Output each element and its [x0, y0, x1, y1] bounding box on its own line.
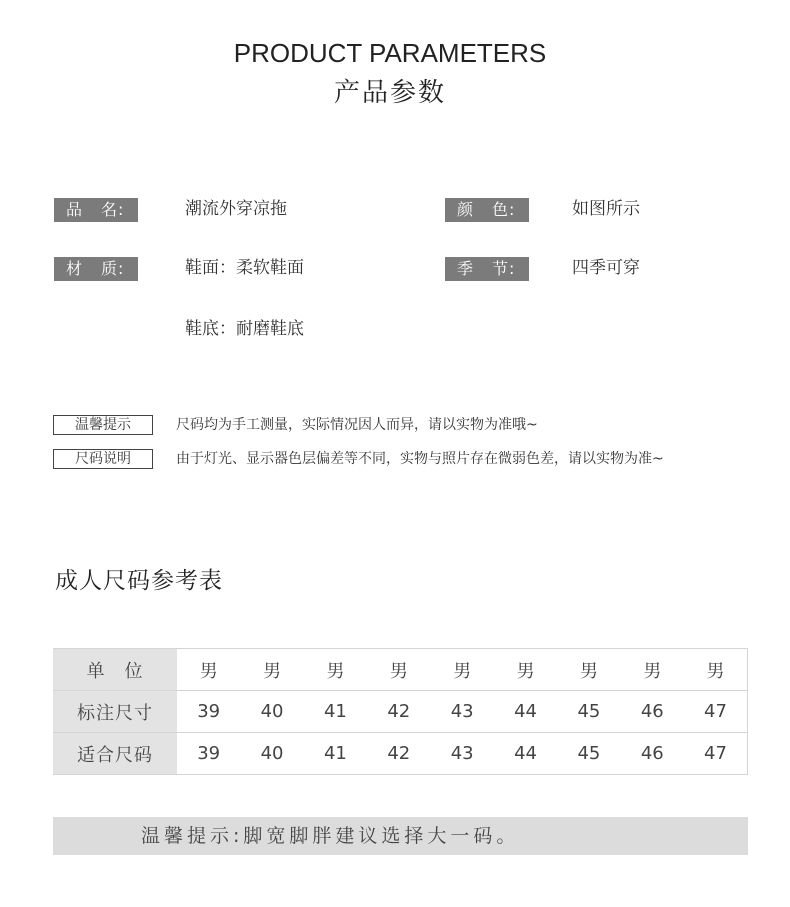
table-row: [53, 649, 748, 691]
table-cell: 44: [494, 691, 557, 733]
tip-label-size: 尺码说明: [53, 449, 153, 469]
param-label-material-b: 质:: [101, 259, 125, 278]
table-row: [53, 691, 748, 733]
table-cell: 43: [431, 691, 494, 733]
param-value-material-upper: 鞋面：柔软鞋面: [185, 258, 304, 278]
table-cell: 40: [240, 733, 303, 775]
param-label-name: [54, 198, 138, 222]
table-cell: 39: [177, 691, 240, 733]
table-cell: 39: [177, 733, 240, 775]
table-cell: 男: [684, 649, 748, 691]
page-title-en: PRODUCT PARAMETERS: [233, 38, 547, 68]
table-cell: 41: [304, 691, 367, 733]
footer-note: 温馨提示:脚宽脚胖建议选择大一码。: [53, 817, 748, 855]
param-label-name-b: 名:: [101, 200, 125, 219]
tip-text-size: 由于灯光、显示器色层偏差等不同，实物与照片存在微弱色差，请以实物为准~: [176, 451, 664, 467]
table-cell: 46: [621, 733, 684, 775]
table-cell: 45: [557, 733, 620, 775]
param-value-name: 潮流外穿凉拖: [185, 199, 287, 219]
table-row: [53, 733, 748, 775]
tip-label-warm: 温馨提示: [53, 415, 153, 435]
size-chart-table: [53, 648, 748, 775]
param-label-name-a: 品: [66, 200, 84, 219]
table-cell: 43: [431, 733, 494, 775]
table-cell: 47: [684, 691, 748, 733]
table-cell: 男: [367, 649, 430, 691]
size-chart-title: 成人尺码参考表: [55, 568, 223, 594]
param-value-season: 四季可穿: [572, 258, 640, 278]
table-cell: 男: [177, 649, 240, 691]
param-label-color: [445, 198, 529, 222]
row-header-fit-size: 适合尺码: [53, 733, 177, 775]
table-cell: 42: [367, 733, 430, 775]
table-cell: 41: [304, 733, 367, 775]
table-cell: 男: [621, 649, 684, 691]
tip-text-warm: 尺码均为手工测量，实际情况因人而异，请以实物为准哦~: [176, 417, 538, 433]
table-cell: 46: [621, 691, 684, 733]
param-label-material: [54, 257, 138, 281]
row-header-marked-size: 标注尺寸: [53, 691, 177, 733]
table-cell: 男: [494, 649, 557, 691]
row-header-unit: 单 位: [53, 649, 177, 691]
table-cell: 男: [240, 649, 303, 691]
table-cell: 45: [557, 691, 620, 733]
page-title-cn: 产品参数: [333, 78, 446, 108]
table-cell: 40: [240, 691, 303, 733]
table-cell: 男: [431, 649, 494, 691]
param-value-material-sole: 鞋底：耐磨鞋底: [185, 319, 304, 339]
param-label-season: [445, 257, 529, 281]
param-label-season-a: 季: [457, 259, 475, 278]
table-cell: 47: [684, 733, 748, 775]
param-label-color-b: 色:: [492, 200, 516, 219]
table-cell: 42: [367, 691, 430, 733]
param-label-color-a: 颜: [457, 200, 475, 219]
table-cell: 44: [494, 733, 557, 775]
param-label-season-b: 节:: [492, 259, 516, 278]
table-cell: 男: [557, 649, 620, 691]
param-label-material-a: 材: [66, 259, 84, 278]
table-cell: 男: [304, 649, 367, 691]
param-value-color: 如图所示: [572, 199, 640, 219]
